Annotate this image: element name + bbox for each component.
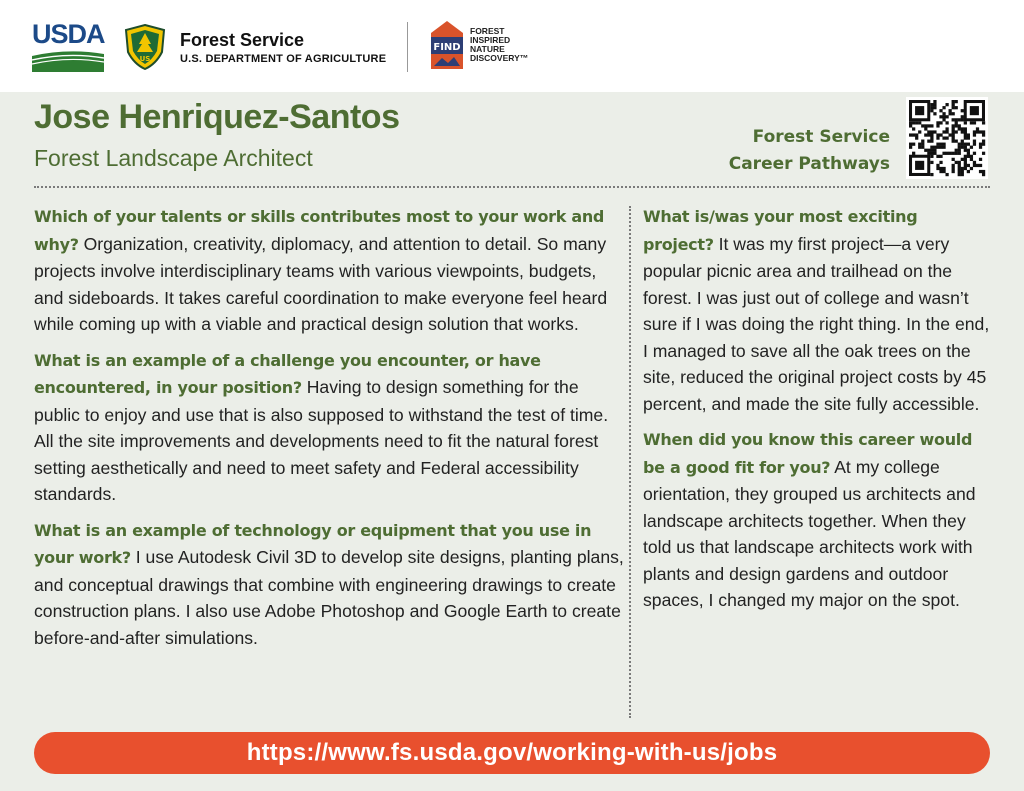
header-divider [407, 22, 408, 72]
answer: Organization, creativity, diplomacy, and attention to detail. So many projects involve interdisciplinary teams with various viewpoints, budgets, and sideboards. It takes careful coordination to make everyone feel heard while coming up with a viable and practical design solution that works. [34, 233, 608, 334]
qa-item [643, 203, 993, 417]
pathways-line-2: Career Pathways [728, 154, 890, 174]
qa-item [34, 347, 624, 508]
find-logo-icon [430, 20, 464, 70]
find-line-4: DISCOVERY™ [470, 53, 529, 63]
forest-service-shield-icon [124, 24, 166, 70]
answer: It was my first project—a very popular picnic area and trailhead on the forest. I was just out of college and wasn’t sure if I was doing the right thing. In the end, I managed to save all the oak trees on the site, reduced the original project costs by 45 percent, and made the site fully accessible. [643, 233, 990, 414]
find-line-3: NATURE [470, 44, 505, 54]
answer: Having to design something for the public to enjoy and use that is also supposed to withstand the test of time. All the site improvements and developments need to fit the natural forest setting aesthetically and need to meet safety and Federal accessibility standards. [34, 377, 609, 504]
find-logo-text: FIND [433, 42, 461, 53]
jobs-url-banner[interactable] [34, 732, 990, 774]
header-separator [34, 186, 990, 188]
question: What is/was your most exciting project? [643, 207, 918, 254]
qa-item [34, 517, 624, 652]
profile-name: Jose Henriquez-Santos [34, 98, 400, 136]
usda-swoosh-icon [32, 48, 104, 72]
pathways-line-1: Forest Service [752, 127, 890, 147]
find-line-1: FOREST [470, 26, 505, 36]
qa-item [34, 203, 624, 338]
profile-role: Forest Landscape Architect [34, 145, 313, 171]
question: When did you know this career would be a good fit for you? [643, 430, 973, 477]
agency-subtitle: U.S. DEPARTMENT OF AGRICULTURE [180, 53, 387, 65]
question: What is an example of a challenge you encounter, or have encountered, in your position? [34, 350, 541, 397]
right-column [643, 203, 993, 623]
page-header [0, 0, 1024, 92]
usda-logo-text: USDA [32, 19, 105, 49]
jobs-url-link[interactable]: https://www.fs.usda.gov/working-with-us/jobs [246, 739, 778, 766]
qr-code-icon[interactable] [906, 97, 988, 179]
usda-logo [32, 20, 106, 74]
column-separator [629, 206, 631, 718]
qa-item [643, 426, 993, 614]
answer: I use Autodesk Civil 3D to develop site designs, planting plans, and conceptual drawings that combine with engineering drawings to create construction plans. I also use Adobe Photoshop and Google Earth to create before-and-after simulations. [34, 547, 624, 648]
question: What is an example of technology or equipment that you use in your work? [34, 520, 592, 567]
find-wordmark [470, 27, 528, 63]
left-column [34, 203, 624, 660]
find-line-2: INSPIRED [470, 35, 511, 45]
shield-text: US [139, 55, 151, 63]
agency-title: Forest Service [180, 30, 305, 50]
question: Which of your talents or skills contributes most to your work and why? [34, 207, 605, 254]
career-pathways-label [729, 124, 890, 178]
answer: At my college orientation, they grouped us architects and landscape architects together. When they told us that landscape architects work with plants and design gardens and outdoor spaces, I changed my major on the spot. [643, 456, 976, 610]
